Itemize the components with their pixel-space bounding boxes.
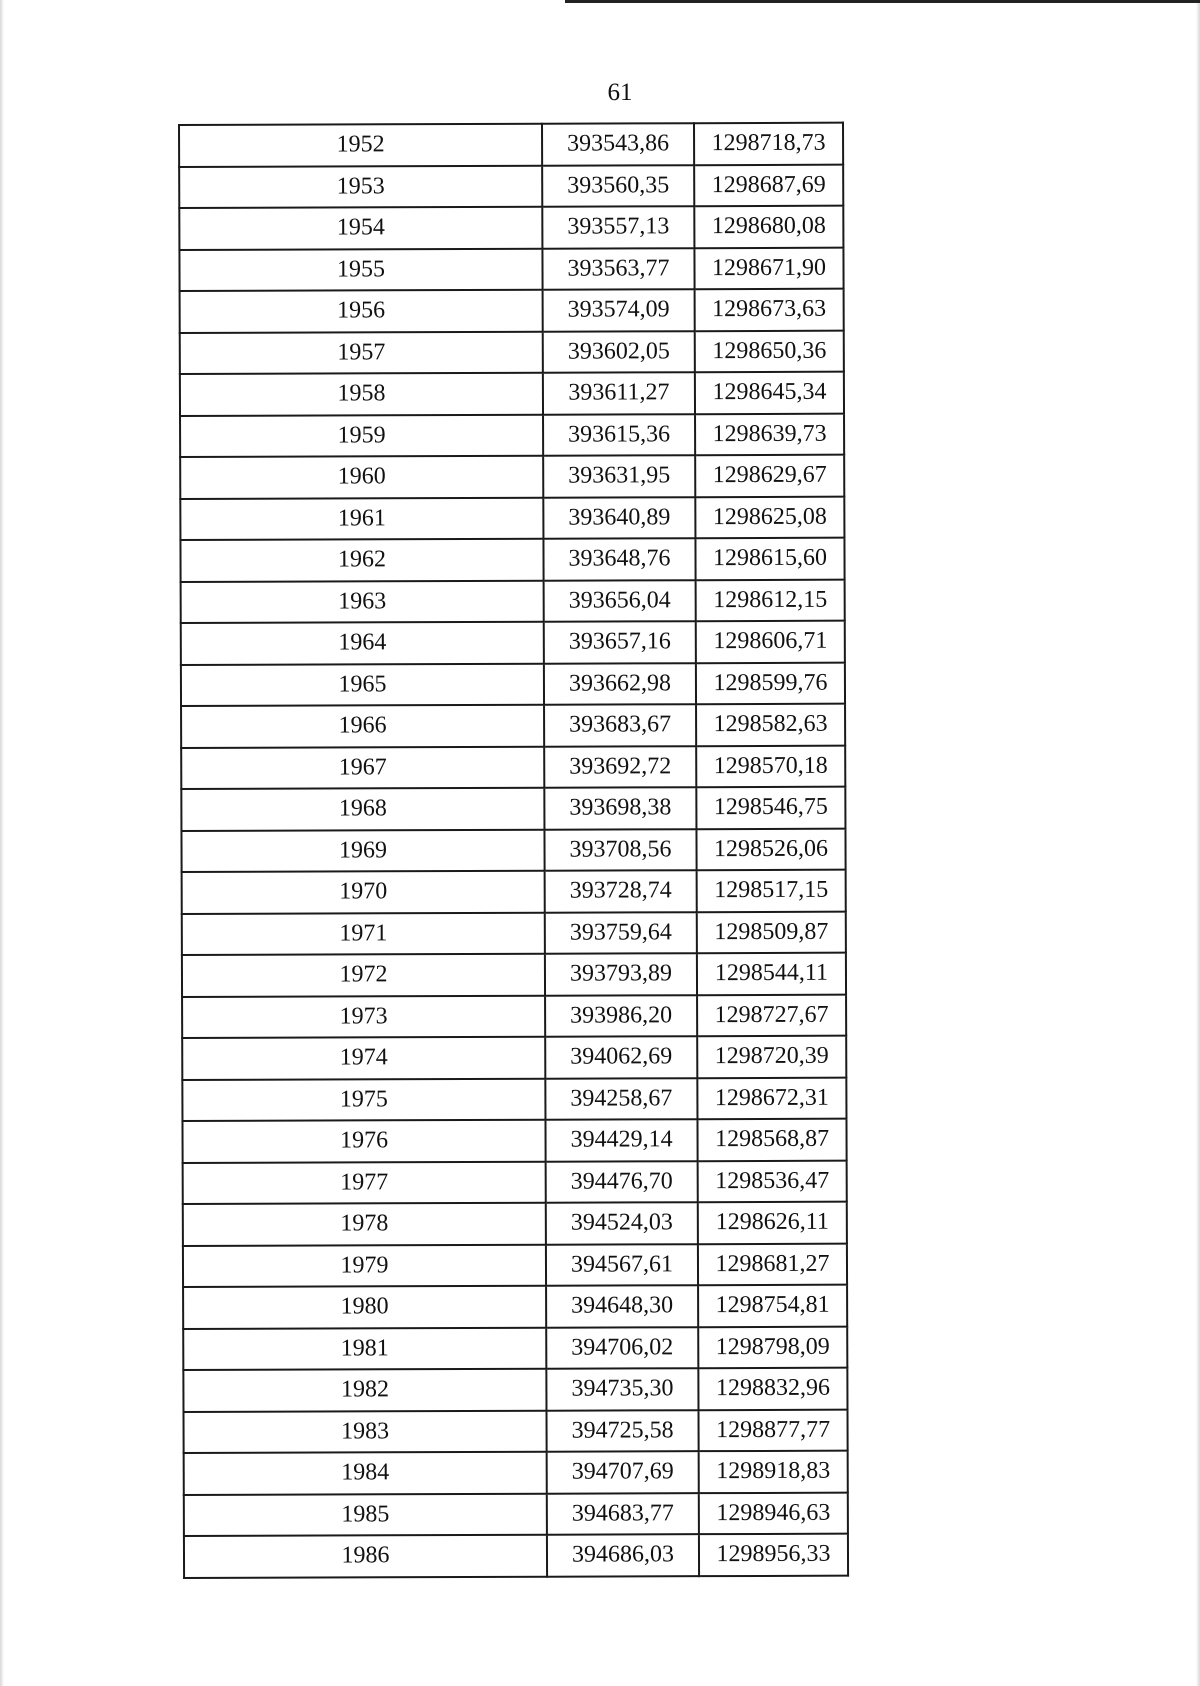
- table-row: [182, 1036, 846, 1080]
- table-row: [182, 911, 846, 955]
- y-coordinate-cell: 1298877,77: [698, 1409, 847, 1451]
- year-cell: 1984: [184, 1452, 547, 1495]
- year-cell: 1971: [182, 912, 545, 955]
- y-coordinate-cell: 1298517,15: [697, 870, 846, 912]
- table-row: [180, 289, 844, 333]
- y-coordinate-cell: 1298625,08: [695, 496, 844, 538]
- year-cell: 1959: [180, 414, 543, 457]
- y-coordinate-cell: 1298673,63: [695, 289, 844, 331]
- table-row: [179, 247, 843, 291]
- table-row: [181, 828, 845, 872]
- table-row: [183, 1243, 847, 1287]
- x-coordinate-cell: 393631,95: [543, 455, 695, 497]
- year-cell: 1985: [184, 1493, 547, 1536]
- x-coordinate-cell: 393615,36: [543, 414, 695, 456]
- x-coordinate-cell: 394429,14: [545, 1119, 697, 1161]
- x-coordinate-cell: 393557,13: [542, 206, 694, 248]
- y-coordinate-cell: 1298671,90: [694, 247, 843, 289]
- x-coordinate-cell: 394258,67: [545, 1078, 697, 1120]
- table-row: [181, 621, 845, 665]
- y-coordinate-cell: 1298672,31: [697, 1077, 846, 1119]
- table-row: [183, 1160, 847, 1204]
- y-coordinate-cell: 1298718,73: [694, 123, 843, 165]
- page-right-edge: [1196, 0, 1200, 1686]
- y-coordinate-cell: 1298798,09: [698, 1326, 847, 1368]
- x-coordinate-cell: 393657,16: [544, 621, 696, 663]
- x-coordinate-cell: 393692,72: [544, 746, 696, 788]
- year-cell: 1982: [183, 1369, 546, 1412]
- table-row: [180, 496, 844, 540]
- table-row: [181, 787, 845, 831]
- y-coordinate-cell: 1298832,96: [698, 1368, 847, 1410]
- table-row: [184, 1451, 848, 1495]
- y-coordinate-cell: 1298544,11: [697, 953, 846, 995]
- page-left-edge: [0, 0, 4, 1686]
- table-row: [180, 413, 844, 457]
- x-coordinate-cell: 393683,67: [544, 704, 696, 746]
- x-coordinate-cell: 393563,77: [542, 248, 694, 290]
- x-coordinate-cell: 394725,58: [546, 1410, 698, 1452]
- table-body: [179, 123, 848, 1578]
- year-cell: 1968: [181, 788, 544, 831]
- table-row: [183, 1202, 847, 1246]
- y-coordinate-cell: 1298639,73: [695, 413, 844, 455]
- x-coordinate-cell: 393698,38: [544, 787, 696, 829]
- year-cell: 1956: [180, 290, 543, 333]
- table-row: [180, 372, 844, 416]
- x-coordinate-cell: 393793,89: [545, 953, 697, 995]
- x-coordinate-cell: 394735,30: [546, 1368, 698, 1410]
- table-row: [181, 579, 845, 623]
- year-cell: 1965: [181, 663, 544, 706]
- x-coordinate-cell: 394567,61: [546, 1244, 698, 1286]
- y-coordinate-cell: 1298645,34: [695, 372, 844, 414]
- y-coordinate-cell: 1298509,87: [697, 911, 846, 953]
- y-coordinate-cell: 1298526,06: [696, 828, 845, 870]
- table-row: [184, 1492, 848, 1536]
- x-coordinate-cell: 394476,70: [546, 1161, 698, 1203]
- year-cell: 1954: [179, 207, 542, 250]
- y-coordinate-cell: 1298606,71: [696, 621, 845, 663]
- x-coordinate-cell: 393611,27: [543, 372, 695, 414]
- x-coordinate-cell: 393560,35: [542, 165, 694, 207]
- y-coordinate-cell: 1298681,27: [698, 1243, 847, 1285]
- coordinates-table: [178, 122, 849, 1579]
- table-row: [180, 455, 844, 499]
- table-row: [184, 1534, 848, 1578]
- y-coordinate-cell: 1298918,83: [699, 1451, 848, 1493]
- y-coordinate-cell: 1298536,47: [698, 1160, 847, 1202]
- year-cell: 1974: [182, 1037, 545, 1080]
- x-coordinate-cell: 393759,64: [545, 912, 697, 954]
- x-coordinate-cell: 393648,76: [543, 538, 695, 580]
- year-cell: 1961: [180, 497, 543, 540]
- page-number: 61: [607, 79, 633, 106]
- table-row: [179, 206, 843, 250]
- coordinates-table-wrapper: [178, 122, 847, 1579]
- x-coordinate-cell: 393656,04: [544, 580, 696, 622]
- y-coordinate-cell: 1298946,63: [699, 1492, 848, 1534]
- table-row: [181, 745, 845, 789]
- y-coordinate-cell: 1298754,81: [698, 1285, 847, 1327]
- y-coordinate-cell: 1298570,18: [696, 745, 845, 787]
- table-row: [183, 1326, 847, 1370]
- year-cell: 1976: [182, 1120, 545, 1163]
- year-cell: 1953: [179, 165, 542, 208]
- year-cell: 1981: [183, 1327, 546, 1370]
- year-cell: 1979: [183, 1244, 546, 1287]
- year-cell: 1978: [183, 1203, 546, 1246]
- year-cell: 1955: [179, 248, 542, 291]
- x-coordinate-cell: 393986,20: [545, 995, 697, 1037]
- year-cell: 1983: [183, 1410, 546, 1453]
- x-coordinate-cell: 393543,86: [542, 123, 694, 165]
- year-cell: 1957: [180, 331, 543, 374]
- x-coordinate-cell: 393662,98: [544, 663, 696, 705]
- table-row: [179, 123, 843, 167]
- y-coordinate-cell: 1298612,15: [696, 579, 845, 621]
- table-row: [180, 538, 844, 582]
- x-coordinate-cell: 394686,03: [547, 1534, 699, 1576]
- table-row: [183, 1285, 847, 1329]
- x-coordinate-cell: 394706,02: [546, 1327, 698, 1369]
- table-row: [183, 1409, 847, 1453]
- x-coordinate-cell: 393602,05: [543, 331, 695, 373]
- x-coordinate-cell: 393728,74: [545, 870, 697, 912]
- x-coordinate-cell: 394062,69: [545, 1036, 697, 1078]
- y-coordinate-cell: 1298599,76: [696, 662, 845, 704]
- year-cell: 1969: [181, 829, 544, 872]
- y-coordinate-cell: 1298687,69: [694, 164, 843, 206]
- year-cell: 1980: [183, 1286, 546, 1329]
- table-row: [181, 662, 845, 706]
- year-cell: 1967: [181, 746, 544, 789]
- year-cell: 1963: [181, 580, 544, 623]
- year-cell: 1977: [183, 1161, 546, 1204]
- x-coordinate-cell: 394524,03: [546, 1202, 698, 1244]
- top-rule: [565, 0, 1200, 3]
- x-coordinate-cell: 394683,77: [547, 1493, 699, 1535]
- year-cell: 1960: [180, 456, 543, 499]
- y-coordinate-cell: 1298727,67: [697, 994, 846, 1036]
- x-coordinate-cell: 394648,30: [546, 1285, 698, 1327]
- table-row: [182, 994, 846, 1038]
- table-row: [181, 704, 845, 748]
- y-coordinate-cell: 1298582,63: [696, 704, 845, 746]
- y-coordinate-cell: 1298568,87: [697, 1119, 846, 1161]
- year-cell: 1966: [181, 705, 544, 748]
- x-coordinate-cell: 393574,09: [543, 289, 695, 331]
- x-coordinate-cell: 393708,56: [544, 829, 696, 871]
- y-coordinate-cell: 1298680,08: [694, 206, 843, 248]
- y-coordinate-cell: 1298615,60: [695, 538, 844, 580]
- y-coordinate-cell: 1298720,39: [697, 1036, 846, 1078]
- x-coordinate-cell: 393640,89: [543, 497, 695, 539]
- year-cell: 1975: [182, 1078, 545, 1121]
- table-row: [183, 1368, 847, 1412]
- year-cell: 1986: [184, 1535, 547, 1578]
- y-coordinate-cell: 1298956,33: [699, 1534, 848, 1576]
- table-row: [182, 953, 846, 997]
- table-row: [180, 330, 844, 374]
- year-cell: 1973: [182, 995, 545, 1038]
- table-row: [179, 164, 843, 208]
- y-coordinate-cell: 1298629,67: [695, 455, 844, 497]
- y-coordinate-cell: 1298650,36: [695, 330, 844, 372]
- year-cell: 1962: [180, 539, 543, 582]
- x-coordinate-cell: 394707,69: [547, 1451, 699, 1493]
- year-cell: 1952: [179, 124, 542, 167]
- y-coordinate-cell: 1298546,75: [696, 787, 845, 829]
- year-cell: 1958: [180, 373, 543, 416]
- table-row: [182, 870, 846, 914]
- year-cell: 1964: [181, 622, 544, 665]
- table-row: [182, 1077, 846, 1121]
- year-cell: 1972: [182, 954, 545, 997]
- y-coordinate-cell: 1298626,11: [698, 1202, 847, 1244]
- table-row: [182, 1119, 846, 1163]
- year-cell: 1970: [182, 871, 545, 914]
